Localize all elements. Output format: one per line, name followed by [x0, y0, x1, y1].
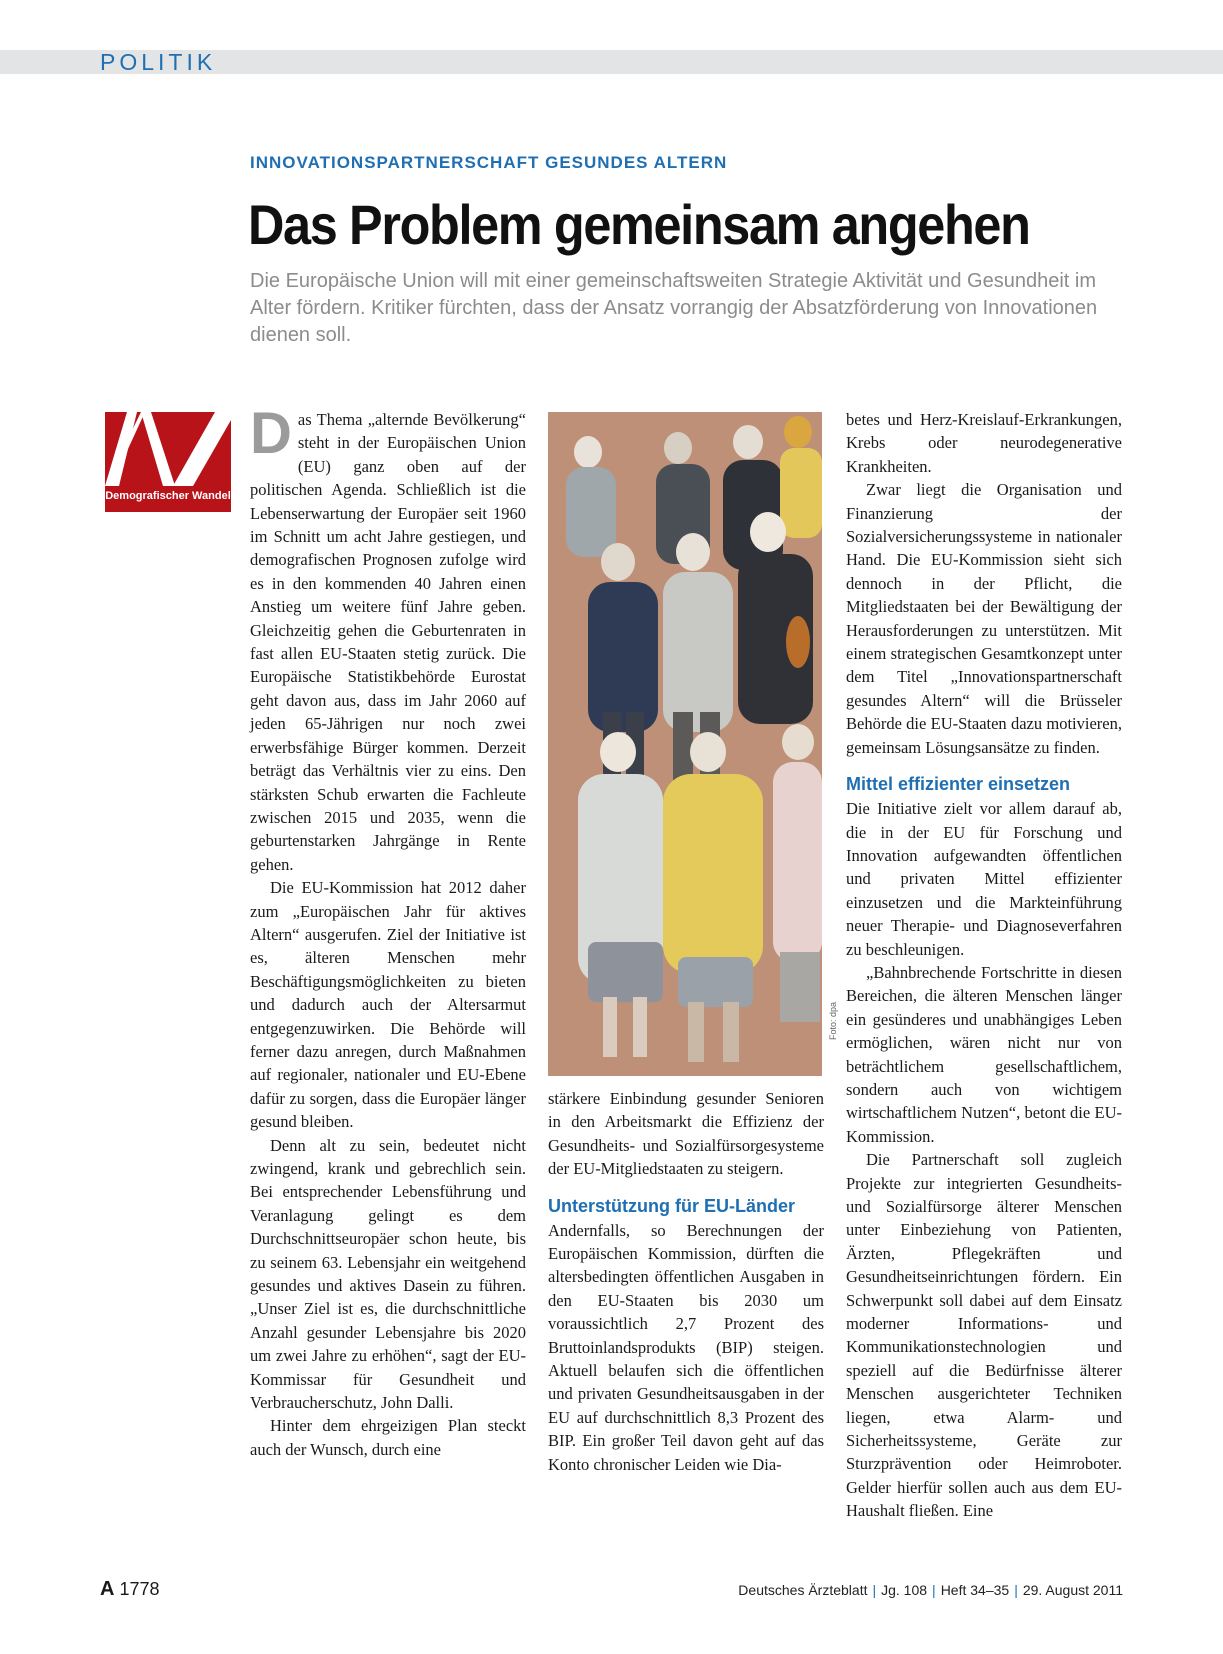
journal-issue: Heft 34–35	[940, 1582, 1010, 1598]
subheading: Unterstützung für EU-Länder	[548, 1195, 795, 1216]
demographic-change-badge	[105, 412, 231, 512]
journal-name: Deutsches Ärzteblatt	[738, 1582, 868, 1598]
subheading: Mittel effizienter einsetzen	[846, 774, 1071, 795]
article-headline: Das Problem gemeinsam angehen	[248, 193, 1030, 256]
journal-volume: Jg. 108	[881, 1582, 928, 1598]
paragraph: betes und Herz-Kreislauf-Erkrankungen, Krebs oder neurodegenerative Krankheiten.	[846, 410, 1122, 476]
paragraph: Hinter dem ehrgeizigen Plan steckt auch der Wunsch, durch eine	[250, 1416, 526, 1459]
seniors-walking-photo	[548, 412, 822, 1076]
article-kicker: INNOVATIONSPARTNERSCHAFT GESUNDES ALTERN	[250, 153, 728, 172]
crowd-of-seniors-icon	[548, 412, 822, 1076]
journal-footer: Deutsches Ärzteblatt | Jg. 108 | Heft 34–35 | 29. August 2011	[738, 1582, 1123, 1598]
paragraph: Die Initiative zielt vor allem darauf ab, die in der EU für Forschung und Innovation aufgewandten öffentlichen und privaten Mittel effizienter einzusetzen und die Markteinführung neuer Therapie- und Diagnoseverfahren zu beschleunigen.	[846, 799, 1122, 959]
paragraph: Die EU-Kommission hat 2012 daher zum „Europäischen Jahr für aktives Altern“ ausgerufen. Ziel der Initiative ist es, älteren Menschen mehr Beschäftigungsmöglichkeiten zu bieten und dadurch auch der Altersarmut entgegenzuwirken. Die Behörde will ferner dazu anregen, durch Maßnahmen auf regionaler, nationaler und EU-Ebene dafür zu sorgen, dass die Europäer länger gesund bleiben.	[250, 878, 526, 1132]
paragraph: stärkere Einbindung gesunder Senioren in den Arbeitsmarkt die Effizienz der Gesundheits- und Sozialfürsorgesysteme der EU-Mitgliedstaaten zu steigern.	[548, 1089, 824, 1179]
paragraph: Das Thema „alternde Bevölkerung“ steht in der Europäischen Union (EU) ganz oben auf der politischen Agenda. Schließlich ist die Lebenserwartung der Europäer seit 1960 im Schnitt um acht Jahre gestiegen, und demografischen Prognosen zufolge wird es in den kommenden 40 Jahren einen Anstieg um weitere fünf Jahre geben. Gleichzeitig gehen die Geburtenraten in fast allen EU-Staaten stetig zurück. Die Europäische Statistikbehörde Eurostat geht davon aus, dass im Jahr 2060 auf jeden 65-Jährigen nur noch zwei erwerbsfähige Bürger kommen. Derzeit beträgt das Verhältnis vier zu eins. Den stärksten Schub erwarten die Fachleute zwischen 2015 und 2035, wenn die geburtenstarken Jahrgänge in Rente gehen.	[250, 401, 526, 874]
paragraph: Andernfalls, so Berechnungen der Europäischen Kommission, dürften die altersbedingten öffentlichen Ausgaben in den EU-Staaten bis 2030 um voraussichtlich 2,7 Prozent des Bruttoinlandsprodukts (BIP) steigen. Aktuell belaufen sich die öffentlichen und privaten Gesundheitsausgaben in der EU auf durchschnittlich 8,3 Prozent des BIP. Ein großer Teil davon geht auf das Konto chronischer Leiden wie Dia-	[548, 1220, 824, 1474]
journal-date: 29. August 2011	[1022, 1582, 1123, 1598]
article-column-1	[250, 401, 526, 1461]
section-label: POLITIK	[100, 49, 217, 75]
photo-credit: Foto: dpa	[828, 1001, 838, 1040]
badge-label: Demografischer Wandel	[105, 490, 231, 502]
article-lead: Die Europäische Union will mit einer gemeinschaftsweiten Strategie Aktivität und Gesundheit im Alter fördern. Kritiker fürchten, dass der Ansatz vorrangig der Absatzförderung von Innovationen dienen soll.	[250, 270, 1098, 346]
paragraph: Zwar liegt die Organisation und Finanzierung der Sozialversicherungssysteme in nationaler Hand. Die EU-Kommission sieht sich dennoch in der Pflicht, die Mitgliedstaaten bei der Bewältigung der Herausforderungen zu unterstützen. Mit einem strategischen Gesamtkonzept unter dem Titel „Innovationspartnerschaft gesundes Altern“ will die Brüsseler Behörde die EU-Staaten dazu motivieren, gemeinsam Lösungsansätze zu finden.	[846, 480, 1122, 757]
page-number: A 1778	[100, 1578, 160, 1600]
paragraph: Die Partnerschaft soll zugleich Projekte zur integrierten Gesundheits- und Sozialfürsorge älterer Menschen unter Einbeziehung von Patienten, Ärzten, Pflegekräften und Gesundheitseinrichtungen fördern. Ein Schwerpunkt soll dabei auf dem Einsatz moderner Informations- und Kommunikationstechnologien und speziell auf die Bedürfnisse älterer Menschen ausgerichteter Techniken liegen, etwa Alarm- und Sicherheitssysteme, Geräte zur Sturzprävention oder Heimroboter. Gelder hierfür sollen auch aus dem EU-Haushalt fließen. Eine	[846, 1150, 1122, 1521]
drop-cap: D	[250, 401, 292, 466]
paragraph: Denn alt zu sein, bedeutet nicht zwingend, krank und gebrechlich sein. Bei entsprechender Lebensführung und Veranlagung gelingt es dem Durchschnittseuropäer schon heute, bis zu seinem 63. Lebensjahr ein weitgehend gesundes und aktives Dasein zu führen. „Unser Ziel ist es, die durchschnittliche Anzahl gesunder Lebensjahre bis 2020 um zwei Jahre zu erhöhen“, sagt der EU-Kommissar für Gesundheit und Verbraucherschutz, John Dalli.	[250, 1135, 526, 1413]
article-column-2	[548, 1087, 824, 1476]
article-column-3	[846, 408, 1122, 1523]
paragraph: „Bahnbrechende Fortschritte in diesen Bereichen, die älteren Menschen länger ein gesünderes und unabhängiges Leben ermöglichen, wären nicht nur von beträchtlichem gesellschaftlichem, sondern auch von wichtigem wirtschaftlichem Nutzen“, betont die EU-Kommission.	[846, 962, 1122, 1146]
